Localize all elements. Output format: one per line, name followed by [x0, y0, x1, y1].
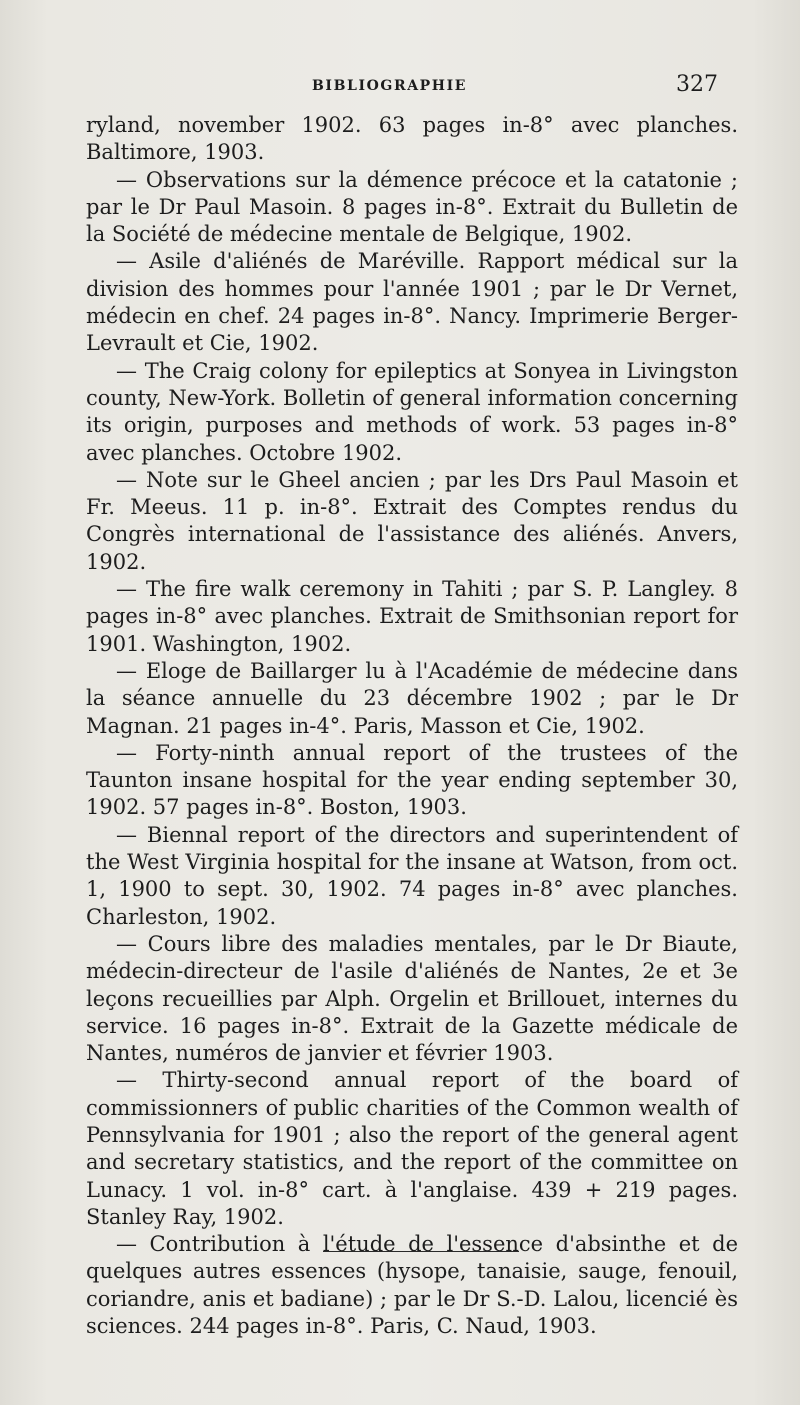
bibliography-entry: — The Craig colony for epileptics at Sonyea in Livingston county, New-York. Bolletin of general information concerning its origin, purposes and methods of work. 53 pages in-8° avec planches. Octobre 1902. [86, 358, 738, 465]
closing-rule [323, 1251, 519, 1252]
bibliography-entry: — Thirty-second annual report of the board of commissionners of public charities of the Common wealth of Pennsylvania for 1901 ; also the report of the general agent and secretary statistics, and the report of the committee on Lunacy. 1 vol. in-8° cart. à l'anglaise. 439 + 219 pages. Stanley Ray, 1902. [86, 1068, 738, 1229]
bibliography-entry: — Biennal report of the directors and superintendent of the West Virginia hospital for the insane at Watson, from oct. 1, 1900 to sept. 30, 1902. 74 pages in-8° avec planches. Charleston, 1902. [86, 822, 738, 929]
bibliography-entry: — Eloge de Baillarger lu à l'Académie de médecine dans la séance annuelle du 23 décembre 1902 ; par le Dr Magnan. 21 pages in-4°. Paris, Masson et Cie, 1902. [86, 658, 738, 738]
bibliography-entry: — Note sur le Gheel ancien ; par les Drs Paul Masoin et Fr. Meeus. 11 p. in-8°. Extrait des Comptes rendus du Congrès international de l'assistance des aliénés. Anvers, 1902. [86, 467, 738, 574]
bibliography-entry: — Observations sur la démence précoce et la catatonie ; par le Dr Paul Masoin. 8 pages in-8°. Extrait du Bulletin de la Société de médecine mentale de Belgique, 1902. [86, 167, 738, 247]
page-header [0, 70, 800, 104]
bibliography-entry: — Cours libre des maladies mentales, par le Dr Biaute, médecin-directeur de l'asile d'aliénés de Nantes, 2e et 3e leçons recueillies par Alph. Orgelin et Brillouet, internes du service. 16 pages in-8°. Extrait de la Gazette médicale de Nantes, numéros de janvier et février 1903. [86, 931, 738, 1066]
bibliography-text [86, 112, 738, 1340]
bibliography-entry: — Forty-ninth annual report of the trustees of the Taunton insane hospital for the year ending september 30, 1902. 57 pages in-8°. Boston, 1903. [86, 740, 738, 820]
bibliography-entry: — Contribution à l'étude de l'essence d'absinthe et de quelques autres essences (hysope, tanaisie, sauge, fenouil, coriandre, anis et badiane) ; par le Dr S.-D. Lalou, licencié ès sciences. 244 pages in-8°. Paris, C. Naud, 1903. [86, 1232, 738, 1339]
bibliography-entry: — The fire walk ceremony in Tahiti ; par S. P. Langley. 8 pages in-8° avec planches. Extrait de Smithsonian report for 1901. Washington, 1902. [86, 577, 738, 656]
bibliography-entry: ryland, november 1902. 63 pages in-8° avec planches. Baltimore, 1903. [86, 113, 738, 165]
running-head: BIBLIOGRAPHIE [312, 78, 468, 94]
bibliography-entry: — Asile d'aliénés de Maréville. Rapport médical sur la division des hommes pour l'année 1901 ; par le Dr Vernet, médecin en chef. 24 pages in-8°. Nancy. Imprimerie Berger-Levrault et Cie, 1902. [86, 249, 738, 356]
page-number: 327 [676, 72, 718, 97]
